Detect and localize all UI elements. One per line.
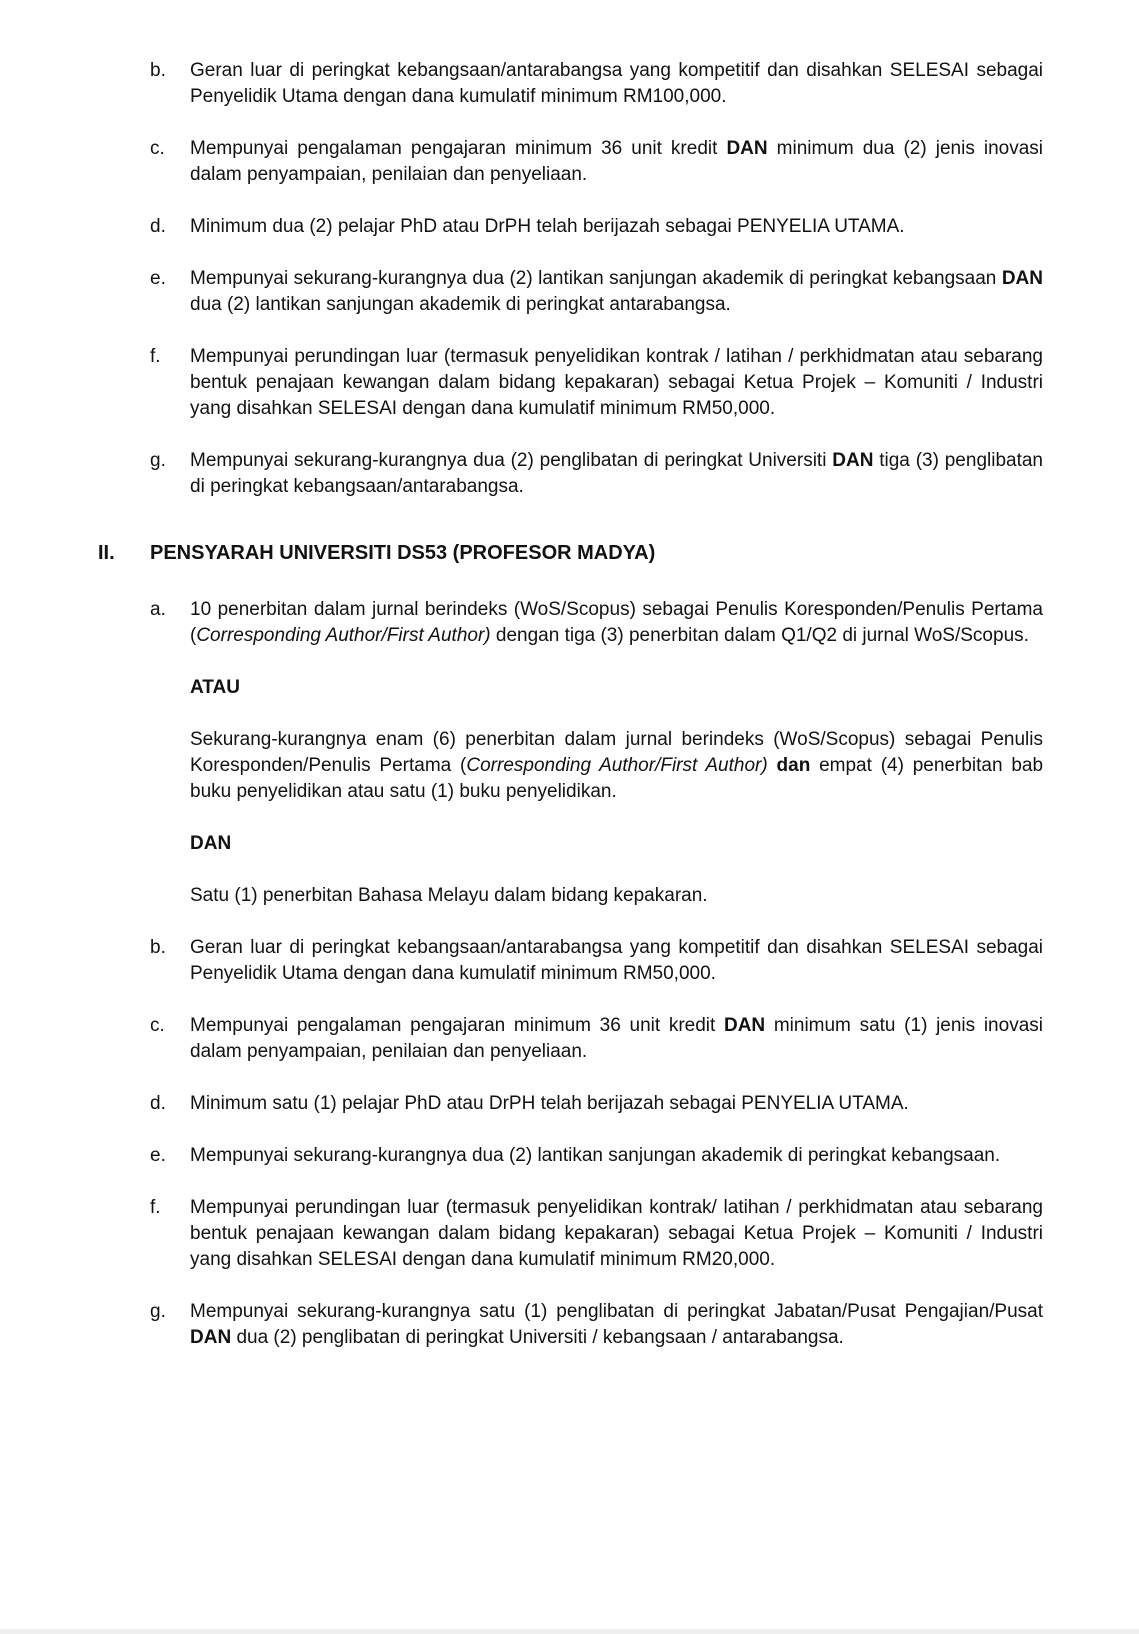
item-text: Mempunyai sekurang-kurangnya dua (2) lantikan sanjungan akademik di peringkat kebangsaan. bbox=[190, 1145, 1001, 1166]
list-item bbox=[150, 597, 1043, 649]
list-item bbox=[150, 883, 1043, 909]
item-text: 10 penerbitan dalam jurnal berindeks (WoS/Scopus) sebagai Penulis Koresponden/Penulis Pertama (Corresponding Author/First Author) dengan tiga (3) penerbitan dalam Q1/Q2 di jurnal WoS/Scopus. bbox=[190, 599, 1043, 646]
list-item bbox=[150, 1195, 1043, 1273]
item-text: Sekurang-kurangnya enam (6) penerbitan dalam jurnal berindeks (WoS/Scopus) sebagai Penulis Koresponden/Penulis Pertama (Corresponding Author/First Author) dan empat (4) penerbitan bab buku penyelidikan atau satu (1) buku penyelidikan. bbox=[190, 729, 1044, 802]
item-label: d. bbox=[150, 216, 166, 237]
item-label: d. bbox=[150, 1093, 166, 1114]
item-label: c. bbox=[150, 138, 165, 159]
document-content bbox=[98, 58, 1044, 1377]
list-item bbox=[150, 727, 1043, 805]
section-2-list bbox=[150, 597, 1043, 1351]
section-2-numeral: II. bbox=[98, 542, 115, 564]
item-text: Mempunyai sekurang-kurangnya dua (2) penglibatan di peringkat Universiti DAN tiga (3) penglibatan di peringkat kebangsaan/antarabangsa. bbox=[190, 450, 1043, 497]
item-text: ATAU bbox=[190, 677, 240, 698]
list-item bbox=[150, 831, 1043, 857]
list-item bbox=[150, 1091, 1043, 1117]
item-text: DAN bbox=[190, 833, 232, 854]
item-text: Satu (1) penerbitan Bahasa Melayu dalam bidang kepakaran. bbox=[190, 885, 708, 906]
list-item bbox=[150, 1143, 1043, 1169]
item-label: c. bbox=[150, 1015, 165, 1036]
item-text: Mempunyai pengalaman pengajaran minimum 36 unit kredit DAN minimum dua (2) jenis inovasi dalam penyampaian, penilaian dan penyeliaan. bbox=[190, 138, 1043, 185]
item-text: Mempunyai sekurang-kurangnya dua (2) lantikan sanjungan akademik di peringkat kebangsaan DAN dua (2) lantikan sanjungan akademik di peringkat antarabangsa. bbox=[190, 268, 1043, 315]
list-item bbox=[150, 1013, 1043, 1065]
item-label: a. bbox=[150, 599, 166, 620]
list-item bbox=[150, 344, 1043, 422]
section-2-heading bbox=[98, 540, 1043, 567]
item-label: b. bbox=[150, 60, 166, 81]
list-item bbox=[150, 58, 1043, 110]
item-text: Mempunyai perundingan luar (termasuk penyelidikan kontrak/ latihan / perkhidmatan atau sebarang bentuk penajaan kewangan dalam bidang kepakaran) sebagai Ketua Projek – Komuniti / Industri yang disahkan SELESAI dengan dana kumulatif minimum RM20,000. bbox=[190, 1197, 1043, 1270]
item-text: Geran luar di peringkat kebangsaan/antarabangsa yang kompetitif dan disahkan SELESAI sebagai Penyelidik Utama dengan dana kumulatif minimum RM50,000. bbox=[190, 937, 1043, 984]
list-item bbox=[150, 675, 1043, 701]
item-text: Mempunyai pengalaman pengajaran minimum 36 unit kredit DAN minimum satu (1) jenis inovasi dalam penyampaian, penilaian dan penyeliaan. bbox=[190, 1015, 1043, 1062]
item-text: Geran luar di peringkat kebangsaan/antarabangsa yang kompetitif dan disahkan SELESAI sebagai Penyelidik Utama dengan dana kumulatif minimum RM100,000. bbox=[190, 60, 1043, 107]
item-label: b. bbox=[150, 937, 166, 958]
item-label: f. bbox=[150, 346, 161, 367]
section-2-title: PENSYARAH UNIVERSITI DS53 (PROFESOR MADYA) bbox=[150, 542, 656, 564]
item-label: e. bbox=[150, 268, 166, 289]
section-continued-list bbox=[150, 58, 1043, 500]
list-item bbox=[150, 935, 1043, 987]
item-label: f. bbox=[150, 1197, 161, 1218]
item-text: Mempunyai perundingan luar (termasuk penyelidikan kontrak / latihan / perkhidmatan atau sebarang bentuk penajaan kewangan dalam bidang kepakaran) sebagai Ketua Projek – Komuniti / Industri yang disahkan SELESAI dengan dana kumulatif minimum RM50,000. bbox=[190, 346, 1043, 419]
item-label: g. bbox=[150, 1301, 166, 1322]
item-text: Minimum satu (1) pelajar PhD atau DrPH telah berijazah sebagai PENYELIA UTAMA. bbox=[190, 1093, 909, 1114]
item-label: g. bbox=[150, 450, 166, 471]
item-text: Mempunyai sekurang-kurangnya satu (1) penglibatan di peringkat Jabatan/Pusat Pengajian/Pusat DAN dua (2) penglibatan di peringkat Universiti / kebangsaan / antarabangsa. bbox=[190, 1301, 1043, 1348]
page-bottom-edge bbox=[0, 1629, 1139, 1634]
item-label: e. bbox=[150, 1145, 166, 1166]
list-item bbox=[150, 136, 1043, 188]
item-text: Minimum dua (2) pelajar PhD atau DrPH telah berijazah sebagai PENYELIA UTAMA. bbox=[190, 216, 905, 237]
list-item bbox=[150, 448, 1043, 500]
list-item bbox=[150, 266, 1043, 318]
list-item bbox=[150, 1299, 1043, 1351]
list-item bbox=[150, 214, 1043, 240]
